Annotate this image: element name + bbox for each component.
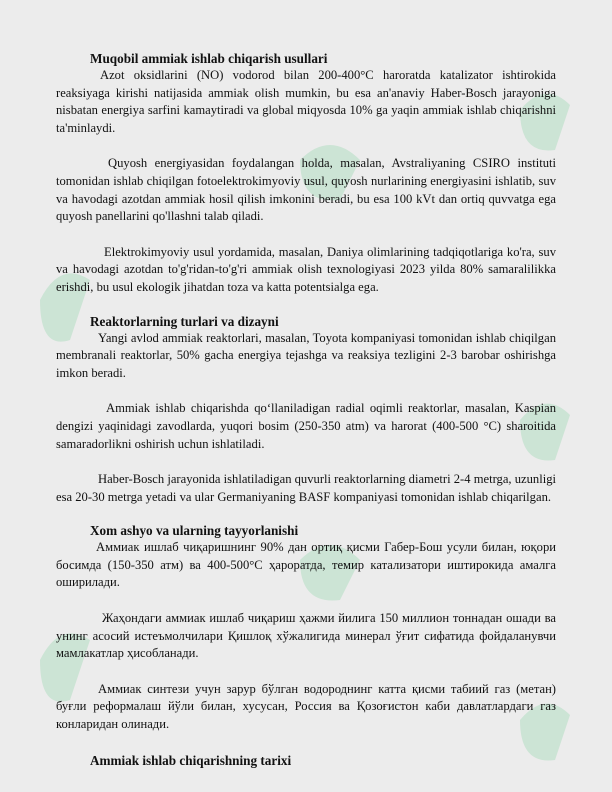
section-alternative-methods [56,50,556,297]
paragraph: Аммиак ишлаб чиқаришнинг 90% дан ортиқ қисми Габер-Бош усули билан, юқори босимда (150-350 атм) ва 400-500°C ҳароратда, темир катализатори иштирокида амалга оширилади. [56,540,556,590]
paragraph: Elektrokimyoviy usul yordamida, masalan, Daniya olimlarining tadqiqotlariga ko'ra, suv va havodagi azotdan to'g'ridan-to'g'ri ammiak olish texnologiyasi 2023 yilda 80% samaralilikka erishdi, bu usul ekologik jihatdan toza va katta potentsialga ega. [56,244,556,294]
section-raw-materials [56,522,556,733]
section-reactor-types [56,313,556,507]
paragraph: Quyosh energiyasidan foydalangan holda, masalan, Avstraliyaning CSIRO instituti tomonidan ishlab chiqilgan fotoelektrokimyoviy usul, quyosh nurlarining energiyasini ishlatib, suv va havodagi azotdan ammiak hosil qilish imkonini beradi, bu esa 100 kVt dan ortiq quvvatga ega quyosh panellarini qo'llashni talab qiladi. [56,156,556,224]
section-heading: Xom ashyo va ularning tayyorlanishi [90,523,299,539]
paragraph: Haber-Bosch jarayonida ishlatiladigan quvurli reaktorlarning diametri 2-4 metrga, uzunligi esa 20-30 metrga yetadi va ular Germaniyaning BASF kompaniyasi tomonidan ishlab chiqarilgan. [56,472,556,504]
paragraph: Ammiak ishlab chiqarishda qo‘llaniladigan radial oqimli reaktorlar, masalan, Kaspian dengizi yaqinidagi zavodlarda, yuqori bosim (250-350 atm) va harorat (400-500 °C) sharoitida samaradorlikni oshirish uchun ishlatiladi. [56,401,556,451]
paragraph: Аммиак синтези учун зарур бўлган водороднинг катта қисми табиий газ (метан) буғли реформалаш йўли билан, хусусан, Россия ва Қозоғистон каби давлатлардаги газ конларидан олинади. [56,681,556,732]
section-heading: Reaktorlarning turlari va dizayni [90,313,279,329]
document-body [56,50,556,769]
section-heading: Ammiak ishlab chiqarishning tarixi [90,752,292,768]
paragraph: Жаҳондаги аммиак ишлаб чиқариш ҳажми йилига 150 миллион тоннадан ошади ва унинг асосий истеъмолчилари Қишлоқ хўжалигида минерал ўғит сифатида фойдаланувчи мамлакатлар ҳисобланади. [56,611,556,661]
paragraph: Azot oksidlarini (NO) vodorod bilan 200-400°C haroratda katalizator ishtirokida reaksiyaga kirishi natijasida ammiak olish mumkin, bu esa an'anaviy Haber-Bosch jarayoniga nisbatan energiya sarfini kamaytiradi va global miqyosda 10% ga yaqin ammiak ishlab chiqarishni ta'minlaydi. [56,68,556,135]
section-history [56,752,556,769]
paragraph: Yangi avlod ammiak reaktorlari, masalan, Toyota kompaniyasi tomonidan ishlab chiqilgan membranali reaktorlar, 50% gacha energiya tejashga va reaksiya tezligini 2-3 barobar oshirishga imkon beradi. [56,330,556,380]
section-heading: Muqobil ammiak ishlab chiqarish usullari [90,51,328,66]
